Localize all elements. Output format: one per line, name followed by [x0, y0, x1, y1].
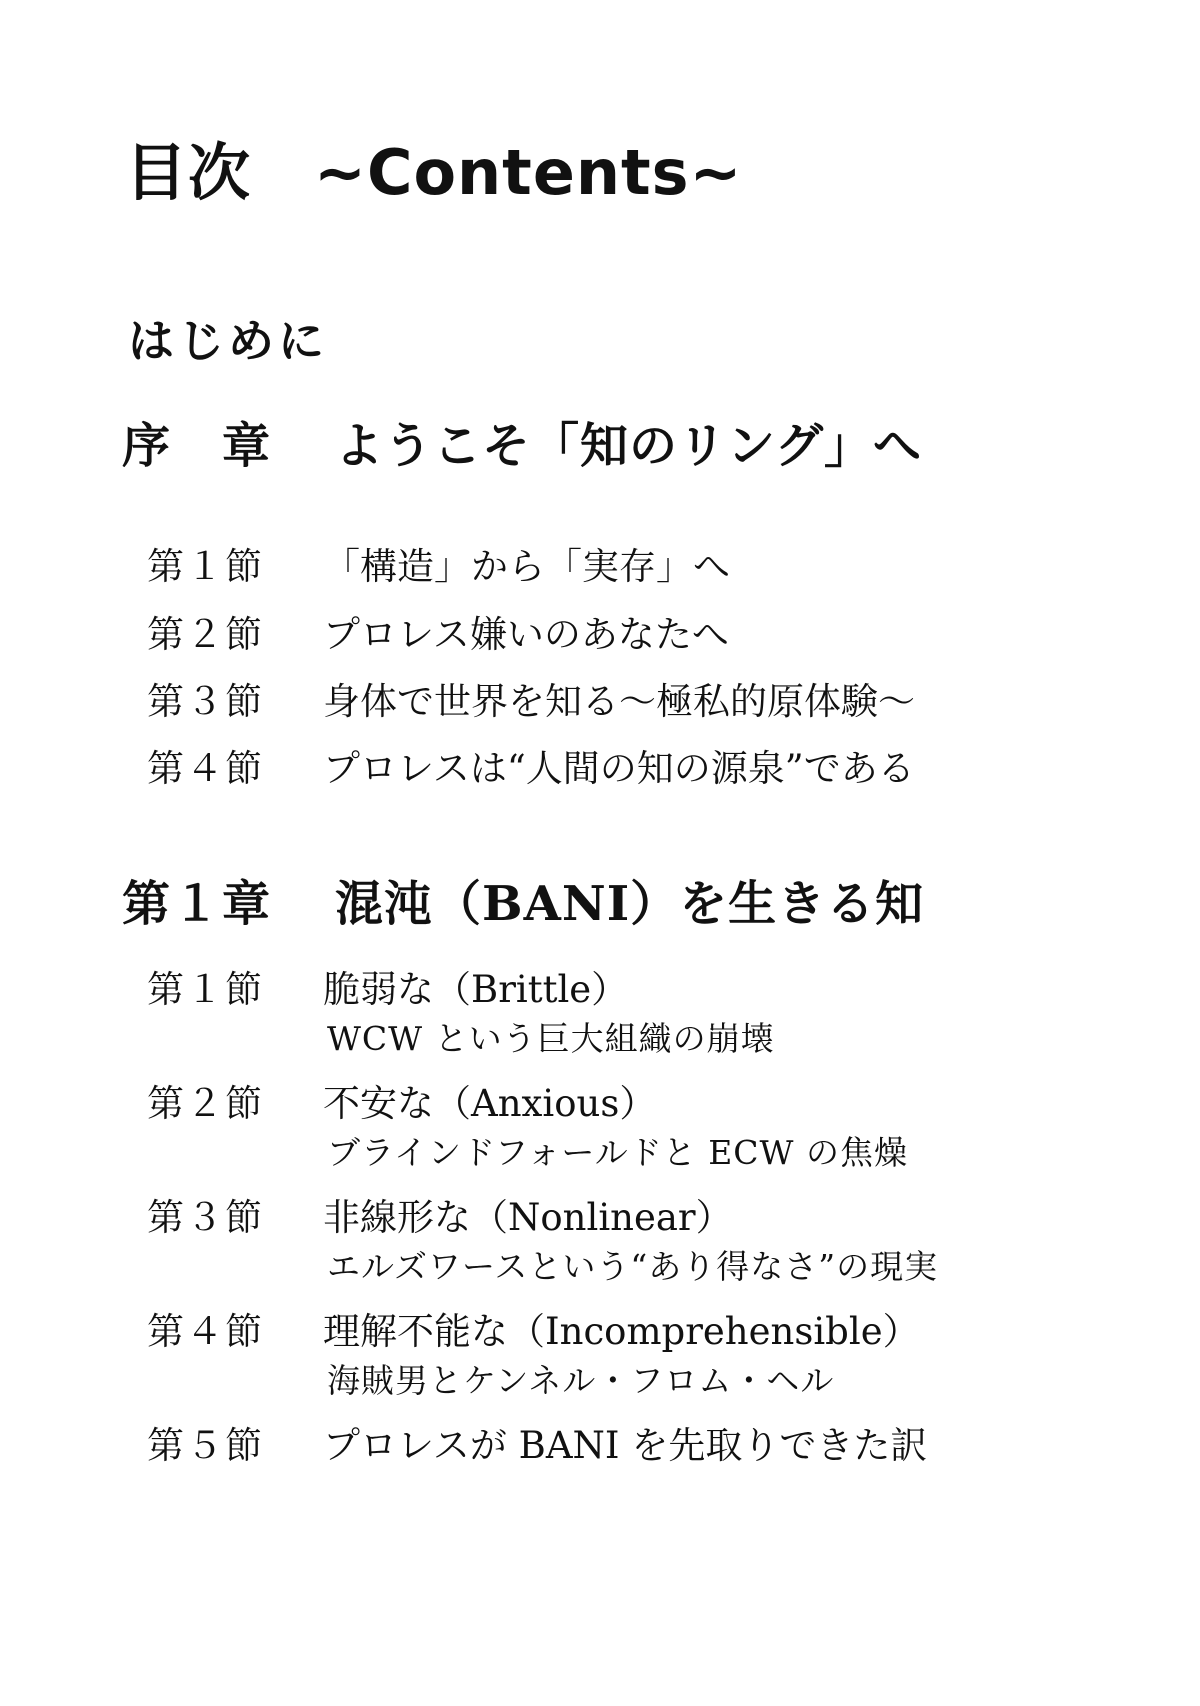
section-title: プロレスは“人間の知の源泉”である — [323, 747, 915, 790]
chapter-title: ようこそ「知のリング」へ — [335, 418, 923, 474]
section-label: 第１節 — [147, 545, 264, 588]
section-subtitle: ブラインドフォールドと ECW の焦燥 — [327, 1133, 908, 1172]
toc-section-entry — [147, 545, 730, 588]
section-title: 脆弱な（Brittle） — [323, 968, 629, 1011]
chapter-heading-prologue — [122, 418, 923, 474]
section-subtitle: 海賊男とケンネル・フロム・ヘル — [327, 1361, 835, 1400]
section-title: 「構造」から「実存」へ — [323, 545, 730, 588]
toc-section-entry — [147, 1310, 920, 1353]
section-subtitle: WCW という巨大組織の崩壊 — [327, 1019, 775, 1058]
section-label: 第３節 — [147, 1196, 264, 1239]
toc-section-entry — [147, 680, 915, 723]
toc-section-entry — [147, 1082, 657, 1125]
toc-section-entry — [147, 747, 915, 790]
section-label: 第２節 — [147, 613, 264, 656]
section-subtitle: エルズワースという“あり得なさ”の現実 — [327, 1247, 939, 1286]
section-title: プロレス嫌いのあなたへ — [323, 613, 729, 656]
section-title: 理解不能な（Incomprehensible） — [323, 1310, 920, 1353]
toc-section-entry — [147, 1424, 928, 1467]
section-label: 第２節 — [147, 1082, 264, 1125]
section-title: プロレスが BANI を先取りできた訳 — [323, 1424, 928, 1467]
toc-entry-introduction: はじめに — [128, 314, 328, 368]
section-title: 不安な（Anxious） — [323, 1082, 657, 1125]
section-label: 第４節 — [147, 747, 264, 790]
section-label: 第５節 — [147, 1424, 264, 1467]
toc-section-entry — [147, 1196, 733, 1239]
toc-section-entry — [147, 968, 629, 1011]
chapter-label: 第１章 — [122, 876, 273, 932]
section-title: 身体で世界を知る～極私的原体験～ — [323, 680, 915, 723]
toc-section-entry — [147, 613, 729, 656]
page-title: 目次 ~Contents~ — [125, 136, 743, 209]
chapter-heading-chapter-1 — [122, 876, 925, 932]
section-title: 非線形な（Nonlinear） — [323, 1196, 733, 1239]
section-label: 第３節 — [147, 680, 264, 723]
chapter-title: 混沌（BANI）を生きる知 — [335, 876, 925, 932]
section-label: 第１節 — [147, 968, 264, 1011]
chapter-label: 序 章 — [122, 418, 273, 474]
section-label: 第４節 — [147, 1310, 264, 1353]
